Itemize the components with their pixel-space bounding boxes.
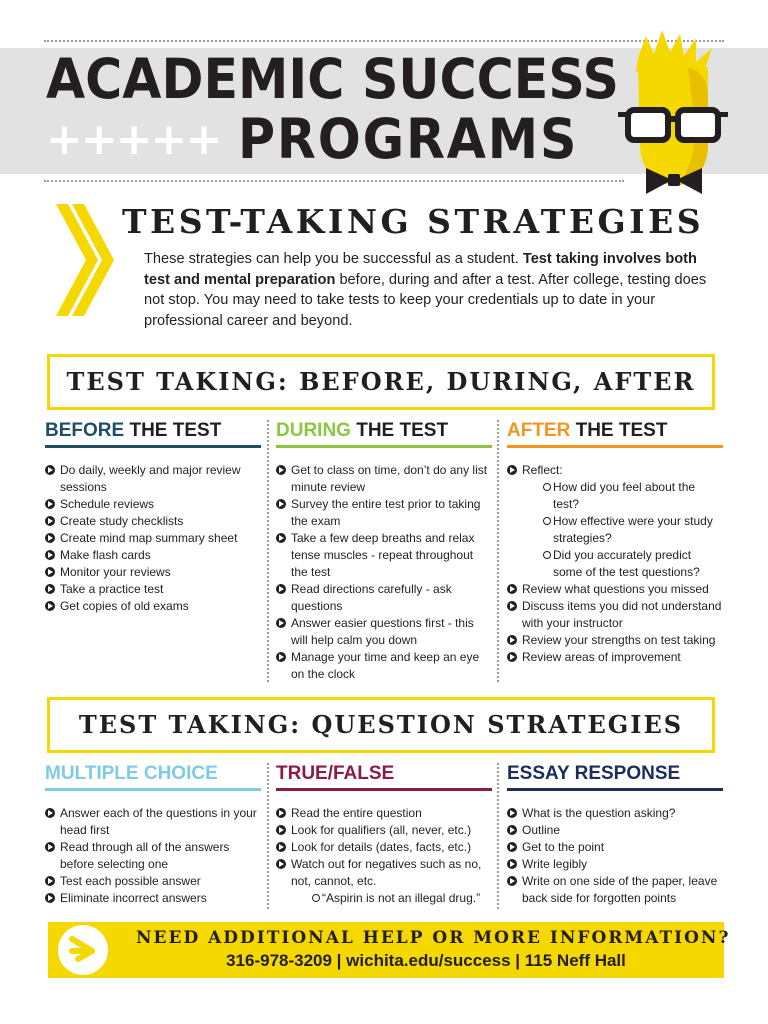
column-heading xyxy=(45,762,261,791)
open-circle-icon xyxy=(543,517,551,525)
list-item xyxy=(45,462,261,496)
list-item-text: Test each possible answer xyxy=(60,874,201,888)
arrow-bullet-icon xyxy=(45,465,55,475)
header-bottom-dotted-rule xyxy=(44,180,624,182)
column-heading-highlight: MULTIPLE CHOICE xyxy=(45,763,218,784)
arrow-bullet-icon xyxy=(45,533,55,543)
essay-response-column xyxy=(507,762,723,907)
list-item-text: Review areas of improvement xyxy=(522,650,681,664)
list-item xyxy=(276,839,492,856)
list-item xyxy=(276,890,492,907)
after-the-test-column xyxy=(507,419,723,666)
arrow-bullet-icon xyxy=(507,825,517,835)
list-item xyxy=(45,805,261,839)
intro-text-2: before, during and after a test. After college, testing does not stop. You may need to take tests to keep your credentials up to date in your professional career and beyond. xyxy=(144,271,707,329)
list-item-text: Look for qualifiers (all, never, etc.) xyxy=(291,823,472,837)
intro-paragraph xyxy=(144,249,716,331)
double-chevron-right-icon xyxy=(56,204,114,316)
arrow-bullet-icon xyxy=(276,499,286,509)
list-item-text: Take a few deep breaths and relax tense muscles - repeat throughout the test xyxy=(291,531,475,579)
arrow-circle-icon xyxy=(58,925,108,975)
list-item xyxy=(45,547,261,564)
main-title: TEST-TAKING STRATEGIES xyxy=(122,202,705,241)
bullet-list xyxy=(276,462,492,683)
arrow-bullet-icon xyxy=(507,584,517,594)
arrow-bullet-icon xyxy=(276,465,286,475)
list-item xyxy=(507,649,723,666)
list-item-text: Take a practice test xyxy=(60,582,164,596)
list-item-text: Get copies of old exams xyxy=(60,599,189,613)
list-item-text: Reflect: xyxy=(522,463,563,477)
list-item xyxy=(507,873,723,907)
list-item-text: Answer easier questions first - this will help calm you down xyxy=(291,616,474,647)
list-item-text: Answer each of the questions in your head first xyxy=(60,806,257,837)
arrow-bullet-icon xyxy=(276,825,286,835)
list-item xyxy=(507,479,723,513)
arrow-bullet-icon xyxy=(507,859,517,869)
list-item-text: Discuss items you did not understand with your instructor xyxy=(522,599,722,630)
list-item xyxy=(45,890,261,907)
arrow-bullet-icon xyxy=(45,893,55,903)
column-heading-highlight: AFTER xyxy=(507,420,571,441)
list-item-text: Create study checklists xyxy=(60,514,184,528)
list-item xyxy=(276,805,492,822)
list-item xyxy=(507,581,723,598)
open-circle-icon xyxy=(543,551,551,559)
list-item-text: What is the question asking? xyxy=(522,806,676,820)
list-item-text: Read the entire question xyxy=(291,806,422,820)
title-plus-ornament: +++++ xyxy=(46,114,221,165)
arrow-bullet-icon xyxy=(45,550,55,560)
list-item xyxy=(45,581,261,598)
during-the-test-column xyxy=(276,419,492,683)
arrow-bullet-icon xyxy=(45,876,55,886)
column-heading-highlight: BEFORE xyxy=(45,420,125,441)
arrow-bullet-icon xyxy=(507,876,517,886)
column-divider xyxy=(497,763,499,909)
arrow-bullet-icon xyxy=(276,652,286,662)
list-item-text: Make flash cards xyxy=(60,548,151,562)
list-item-text: Review your strengths on test taking xyxy=(522,633,716,647)
list-item xyxy=(276,649,492,683)
list-item-text: Eliminate incorrect answers xyxy=(60,891,207,905)
column-divider xyxy=(497,420,499,682)
list-item-text: Did you accurately predict some of the test questions? xyxy=(553,548,700,579)
list-item-text: Read directions carefully - ask questions xyxy=(291,582,452,613)
column-heading-highlight: TRUE/FALSE xyxy=(276,763,395,784)
list-item xyxy=(507,822,723,839)
column-heading-highlight: ESSAY RESPONSE xyxy=(507,763,681,784)
column-heading xyxy=(276,762,492,791)
arrow-bullet-icon xyxy=(507,465,517,475)
list-item xyxy=(45,496,261,513)
column-heading xyxy=(45,419,261,448)
list-item-text: How did you feel about the test? xyxy=(553,480,696,511)
list-item xyxy=(507,547,723,581)
arrow-bullet-icon xyxy=(45,601,55,611)
list-item-text: Outline xyxy=(522,823,561,837)
arrow-bullet-icon xyxy=(276,618,286,628)
column-heading-highlight: DURING xyxy=(276,420,351,441)
list-item-text: Do daily, weekly and major review sessions xyxy=(60,463,241,494)
bullet-list xyxy=(45,805,261,907)
bullet-list xyxy=(276,805,492,907)
list-item xyxy=(45,839,261,873)
column-heading-rest: THE TEST xyxy=(570,420,668,441)
list-item xyxy=(276,822,492,839)
arrow-bullet-icon xyxy=(45,516,55,526)
page-title-line1: ACADEMIC SUCCESS xyxy=(46,47,619,111)
list-item xyxy=(276,530,492,581)
list-item xyxy=(507,856,723,873)
list-item-text: Monitor your reviews xyxy=(60,565,171,579)
list-item-text: Look for details (dates, facts, etc.) xyxy=(291,840,472,854)
list-item xyxy=(276,581,492,615)
list-item xyxy=(45,530,261,547)
list-item-text: Create mind map summary sheet xyxy=(60,531,238,545)
footer-arrow-circle xyxy=(58,925,108,975)
list-item-text: Review what questions you missed xyxy=(522,582,709,596)
arrow-bullet-icon xyxy=(507,808,517,818)
list-item-text: How effective were your study strategies? xyxy=(553,514,713,545)
column-heading xyxy=(507,419,723,448)
list-item xyxy=(276,856,492,890)
list-item xyxy=(276,462,492,496)
section-heading-question-strategies: TEST TAKING: QUESTION STRATEGIES xyxy=(47,697,715,753)
mascot-icon xyxy=(616,28,732,208)
column-divider xyxy=(267,420,269,682)
footer-help-text: NEED ADDITIONAL HELP OR MORE INFORMATION? xyxy=(136,928,731,948)
list-item-text: Write legibly xyxy=(522,857,588,871)
footer-contact-info: 316-978-3209 | wichita.edu/success | 115 Neff Hall xyxy=(226,951,626,970)
arrow-bullet-icon xyxy=(45,499,55,509)
list-item xyxy=(276,615,492,649)
open-circle-icon xyxy=(312,894,320,902)
open-circle-icon xyxy=(543,483,551,491)
column-heading-rest: THE TEST xyxy=(350,420,449,441)
arrow-bullet-icon xyxy=(45,584,55,594)
arrow-bullet-icon xyxy=(276,842,286,852)
list-item xyxy=(276,496,492,530)
list-item-text: Read through all of the answers before selecting one xyxy=(60,840,230,871)
arrow-bullet-icon xyxy=(276,859,286,869)
list-item xyxy=(45,598,261,615)
list-item-text: Write on one side of the paper, leave back side for forgotten points xyxy=(522,874,718,905)
list-item-text: “Aspirin is not an illegal drug.” xyxy=(322,891,481,905)
arrow-bullet-icon xyxy=(45,808,55,818)
arrow-bullet-icon xyxy=(45,567,55,577)
list-item-text: Manage your time and keep an eye on the clock xyxy=(291,650,480,681)
column-heading xyxy=(507,762,723,791)
list-item xyxy=(45,564,261,581)
arrow-bullet-icon xyxy=(507,652,517,662)
intro-text-1: These strategies can help you be successful as a student. xyxy=(144,251,523,267)
list-item-text: Schedule reviews xyxy=(60,497,155,511)
arrow-bullet-icon xyxy=(507,842,517,852)
list-item xyxy=(45,873,261,890)
list-item-text: Survey the entire test prior to taking the exam xyxy=(291,497,481,528)
bullet-list xyxy=(507,805,723,907)
list-item-text: Watch out for negatives such as no, not, cannot, etc. xyxy=(291,857,482,888)
list-item xyxy=(507,839,723,856)
before-the-test-column xyxy=(45,419,261,615)
list-item-text: Get to class on time, don’t do any list minute review xyxy=(291,463,488,494)
intro-bold-text: Test taking involves both test and mental preparation xyxy=(144,251,697,288)
arrow-bullet-icon xyxy=(507,601,517,611)
bullet-list xyxy=(507,462,723,666)
list-item xyxy=(507,598,723,632)
list-item xyxy=(45,513,261,530)
list-item xyxy=(507,632,723,649)
column-divider xyxy=(267,763,269,909)
list-item xyxy=(507,805,723,822)
section-heading-before-during-after: TEST TAKING: BEFORE, DURING, AFTER xyxy=(47,354,715,410)
arrow-bullet-icon xyxy=(276,533,286,543)
arrow-bullet-icon xyxy=(276,584,286,594)
column-heading-rest: THE TEST xyxy=(124,420,222,441)
multiple-choice-column xyxy=(45,762,261,907)
list-item-text: Get to the point xyxy=(522,840,605,854)
arrow-bullet-icon xyxy=(276,808,286,818)
arrow-bullet-icon xyxy=(45,842,55,852)
arrow-bullet-icon xyxy=(507,635,517,645)
list-item xyxy=(507,462,723,479)
page-title-line2: PROGRAMS xyxy=(238,107,579,171)
column-heading xyxy=(276,419,492,448)
bullet-list xyxy=(45,462,261,615)
true-false-column xyxy=(276,762,492,907)
list-item xyxy=(507,513,723,547)
